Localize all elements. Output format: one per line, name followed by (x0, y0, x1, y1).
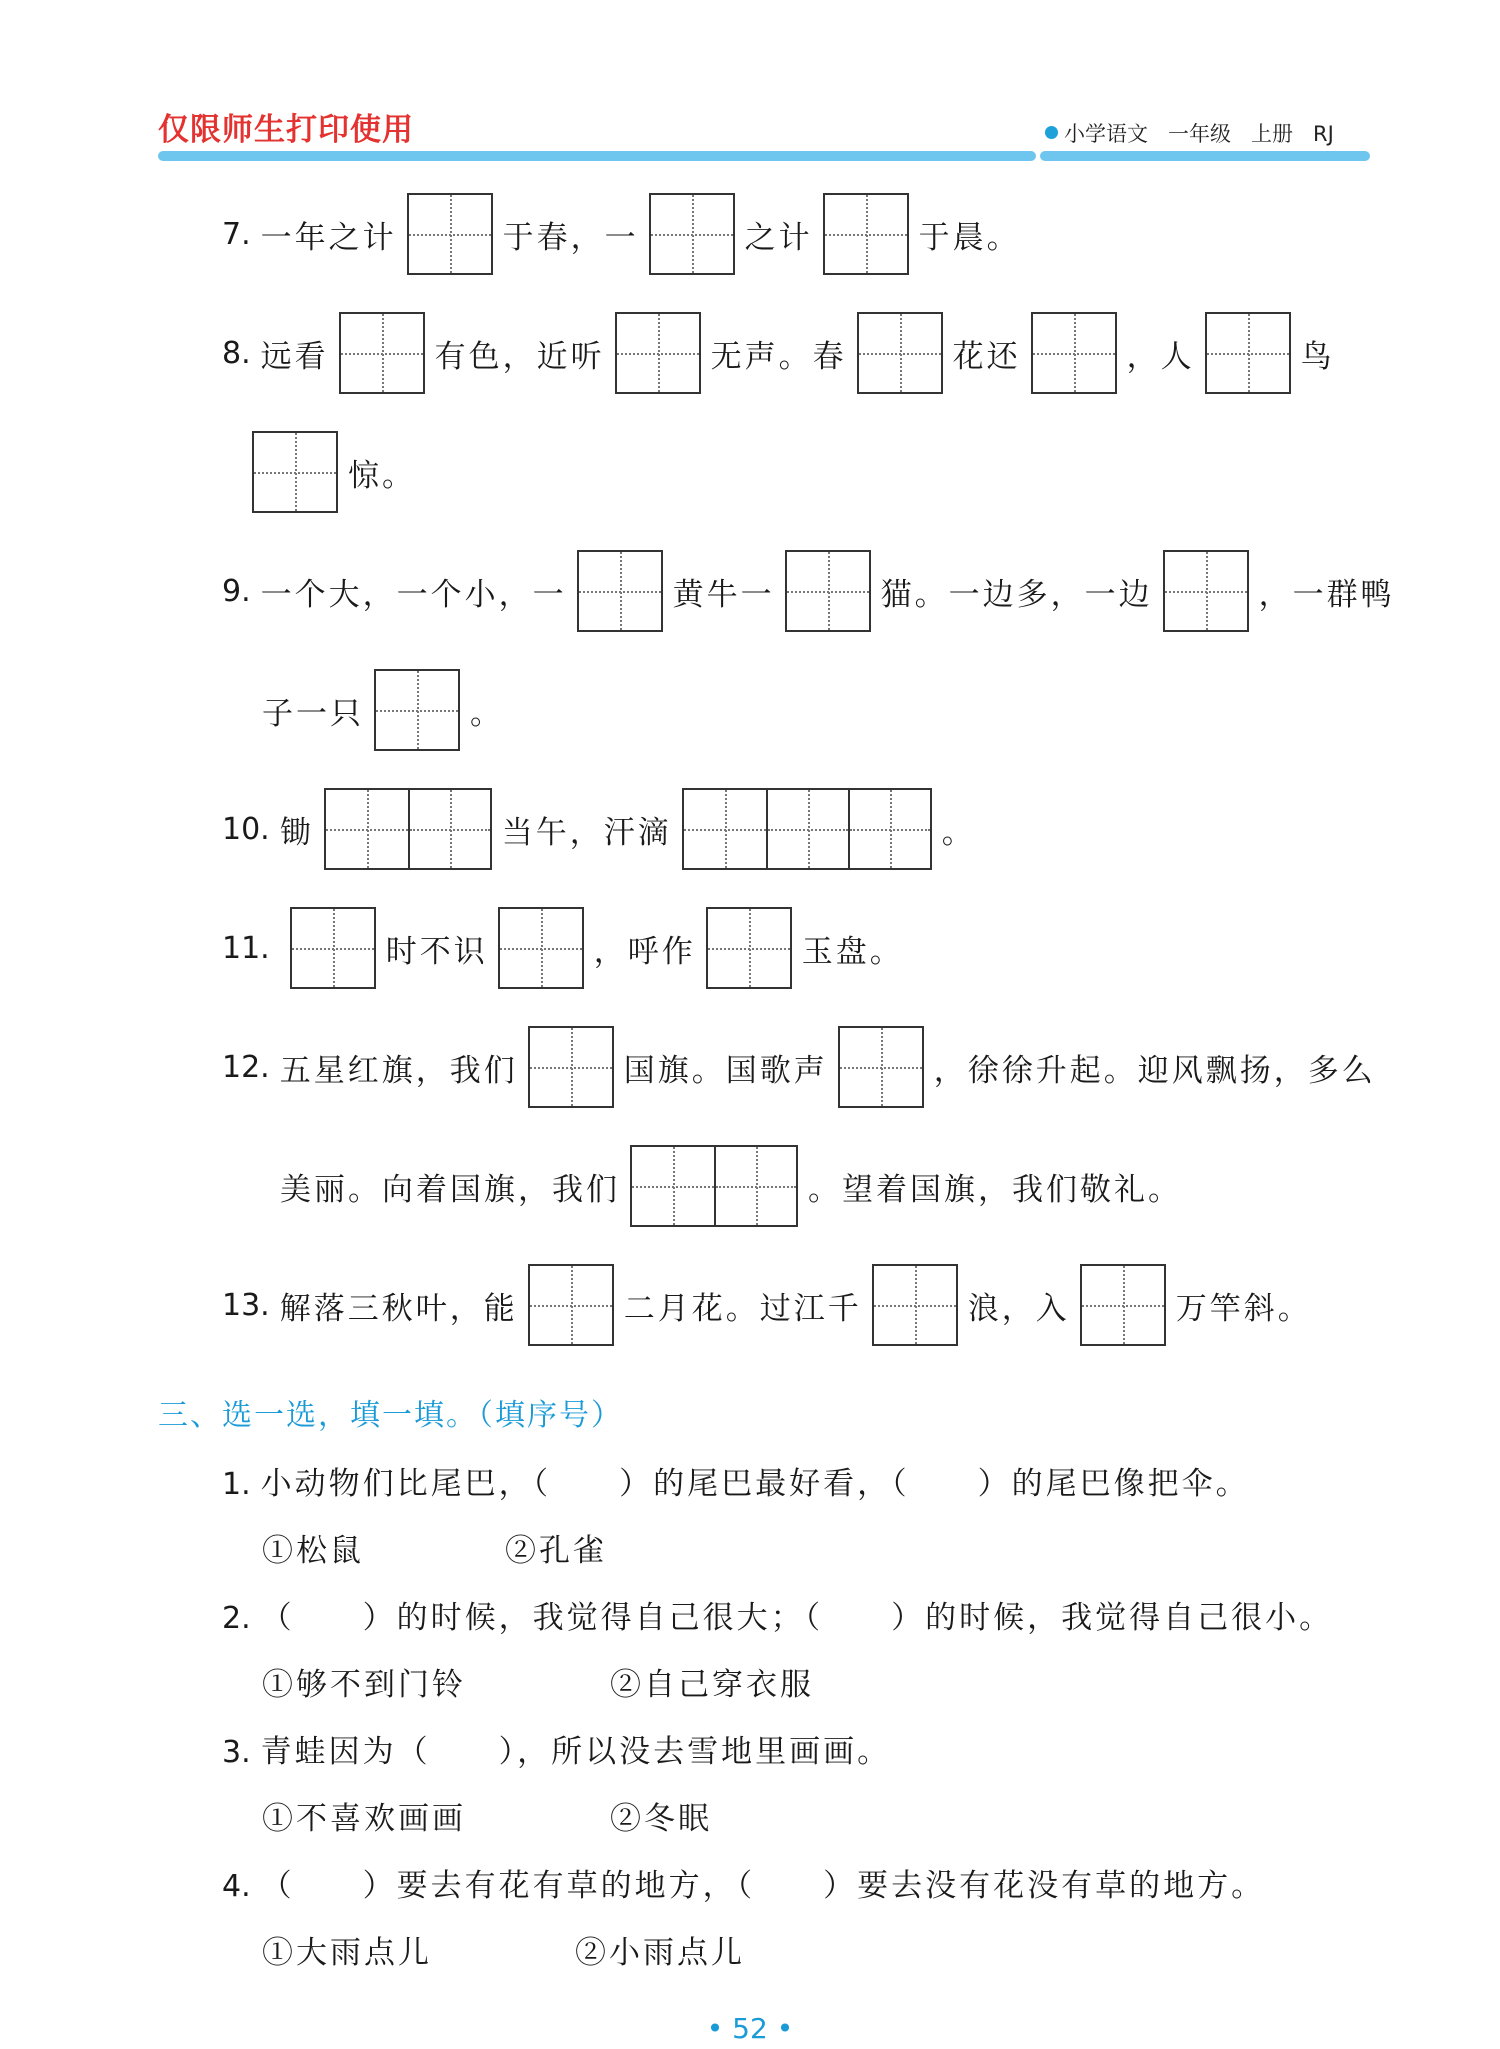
text: ）的尾巴最好看，（ (619, 1466, 910, 1502)
subject: 小学语文 (1064, 122, 1148, 146)
choice-question-1 (222, 1458, 1250, 1503)
text: 锄 (279, 814, 314, 851)
answer-grid[interactable] (498, 907, 584, 989)
answer-grid[interactable] (1205, 312, 1291, 394)
question-9-cont (262, 665, 504, 755)
text: ，徐徐升起。迎风飘扬，多么 (933, 1052, 1376, 1089)
text: 惊。 (348, 457, 416, 494)
text: 国旗。国歌声 (623, 1052, 828, 1089)
text: ）的时候，我觉得自己很大；（ (362, 1600, 824, 1636)
edition: RJ (1313, 122, 1334, 146)
text: 子一只 (262, 695, 364, 732)
text: 黄牛一 (672, 576, 775, 613)
print-notice: 仅限师生打印使用 (158, 112, 414, 148)
text: 万竿斜。 (1175, 1290, 1312, 1327)
text: （ (260, 1600, 295, 1636)
answer-grid[interactable] (339, 312, 425, 394)
answer-grid[interactable] (577, 550, 663, 632)
text: 五星红旗，我们 (279, 1052, 518, 1089)
question-7 (222, 189, 1021, 279)
text: 之计 (744, 219, 813, 256)
grade: 一年级 (1168, 122, 1231, 146)
question-number: 3. (222, 1735, 251, 1770)
text: 青蛙因为（ (260, 1734, 431, 1770)
section-title: 三、选一选，填一填。（填序号） (158, 1398, 623, 1433)
text: 于春，一 (502, 219, 639, 256)
text: ，一群鸭 (1258, 576, 1395, 613)
question-9 (222, 546, 1395, 636)
text: ，人 (1126, 338, 1195, 375)
option-1: ①够不到门铃 (262, 1667, 466, 1703)
text: 无声。春 (710, 338, 847, 375)
question-number: 11. (222, 930, 270, 966)
question-12 (222, 1022, 1376, 1112)
answer-grid[interactable] (706, 907, 792, 989)
question-number: 4. (222, 1869, 251, 1904)
page-number: • 52 • (706, 2012, 794, 2045)
option-1: ①不喜欢画画 (262, 1801, 466, 1837)
answer-grid[interactable] (649, 193, 735, 275)
option-2: ②小雨点儿 (575, 1935, 745, 1971)
answer-grid[interactable] (252, 431, 338, 513)
text: 有色，近听 (434, 338, 605, 375)
volume: 上册 (1251, 122, 1293, 146)
header-dot-icon (1045, 126, 1058, 139)
question-number: 1. (222, 1467, 251, 1502)
choice-question-4 (222, 1860, 1265, 1905)
text: 于晨。 (918, 219, 1021, 256)
option-2: ②冬眠 (610, 1801, 712, 1837)
text: 鸟 (1300, 338, 1335, 375)
answer-grid-3[interactable] (682, 788, 932, 870)
question-11 (222, 903, 904, 993)
question-number: 8. (222, 335, 251, 371)
text: ）的尾巴像把伞。 (977, 1466, 1250, 1502)
book-info (1064, 118, 1334, 148)
answer-grid[interactable] (872, 1264, 958, 1346)
text: 时不识 (385, 933, 488, 970)
answer-grid[interactable] (528, 1026, 614, 1108)
text: ，呼作 (593, 933, 696, 970)
header-bar-right (1040, 151, 1370, 161)
text: 花还 (952, 338, 1021, 375)
answer-grid[interactable] (1031, 312, 1117, 394)
answer-grid[interactable] (528, 1264, 614, 1346)
text: ）要去有花有草的地方，（ (362, 1868, 756, 1904)
text: 。 (941, 814, 976, 851)
answer-grid[interactable] (857, 312, 943, 394)
text: 美丽。向着国旗，我们 (280, 1171, 620, 1208)
text: 猫。一边多，一边 (880, 576, 1153, 613)
choice-question-2 (222, 1592, 1333, 1637)
answer-grid[interactable] (1163, 550, 1249, 632)
answer-grid-2[interactable] (324, 788, 492, 870)
text: ）的时候，我觉得自己很小。 (891, 1600, 1334, 1636)
question-12-cont (280, 1141, 1182, 1231)
text: 浪，入 (967, 1290, 1070, 1327)
answer-grid[interactable] (374, 669, 460, 751)
text: 一年之计 (260, 219, 397, 256)
question-number: 12. (222, 1049, 270, 1085)
answer-grid[interactable] (290, 907, 376, 989)
text: 解落三秋叶，能 (279, 1290, 518, 1327)
option-2: ②孔雀 (505, 1533, 607, 1569)
answer-grid-2[interactable] (630, 1145, 798, 1227)
answer-grid[interactable] (838, 1026, 924, 1108)
text: 。 (470, 695, 504, 732)
question-8 (222, 308, 1335, 398)
answer-grid[interactable] (407, 193, 493, 275)
text: 玉盘。 (801, 933, 904, 970)
answer-grid[interactable] (615, 312, 701, 394)
question-10 (222, 784, 976, 874)
text: ）要去没有花没有草的地方。 (823, 1868, 1266, 1904)
answer-grid[interactable] (785, 550, 871, 632)
question-number: 2. (222, 1601, 251, 1636)
text: 。望着国旗，我们敬礼。 (808, 1171, 1182, 1208)
option-2: ②自己穿衣服 (610, 1667, 814, 1703)
answer-grid[interactable] (823, 193, 909, 275)
text: 当午，汗滴 (501, 814, 672, 851)
question-number: 10. (222, 811, 270, 847)
question-8-cont (252, 427, 416, 517)
text: 小动物们比尾巴，（ (260, 1466, 552, 1502)
header-bar-left (158, 151, 1036, 161)
choice-question-3 (222, 1726, 891, 1771)
option-1: ①松鼠 (262, 1533, 364, 1569)
option-1: ①大雨点儿 (262, 1935, 432, 1971)
text: 一个大，一个小，一 (260, 576, 567, 613)
question-number: 13. (222, 1287, 270, 1323)
question-number: 7. (222, 216, 251, 252)
text: ），所以没去雪地里画画。 (498, 1734, 892, 1770)
text: 二月花。过江千 (623, 1290, 862, 1327)
answer-grid[interactable] (1080, 1264, 1166, 1346)
question-number: 9. (222, 573, 251, 609)
text: 远看 (260, 338, 329, 375)
question-13 (222, 1260, 1312, 1350)
text: （ (260, 1868, 295, 1904)
